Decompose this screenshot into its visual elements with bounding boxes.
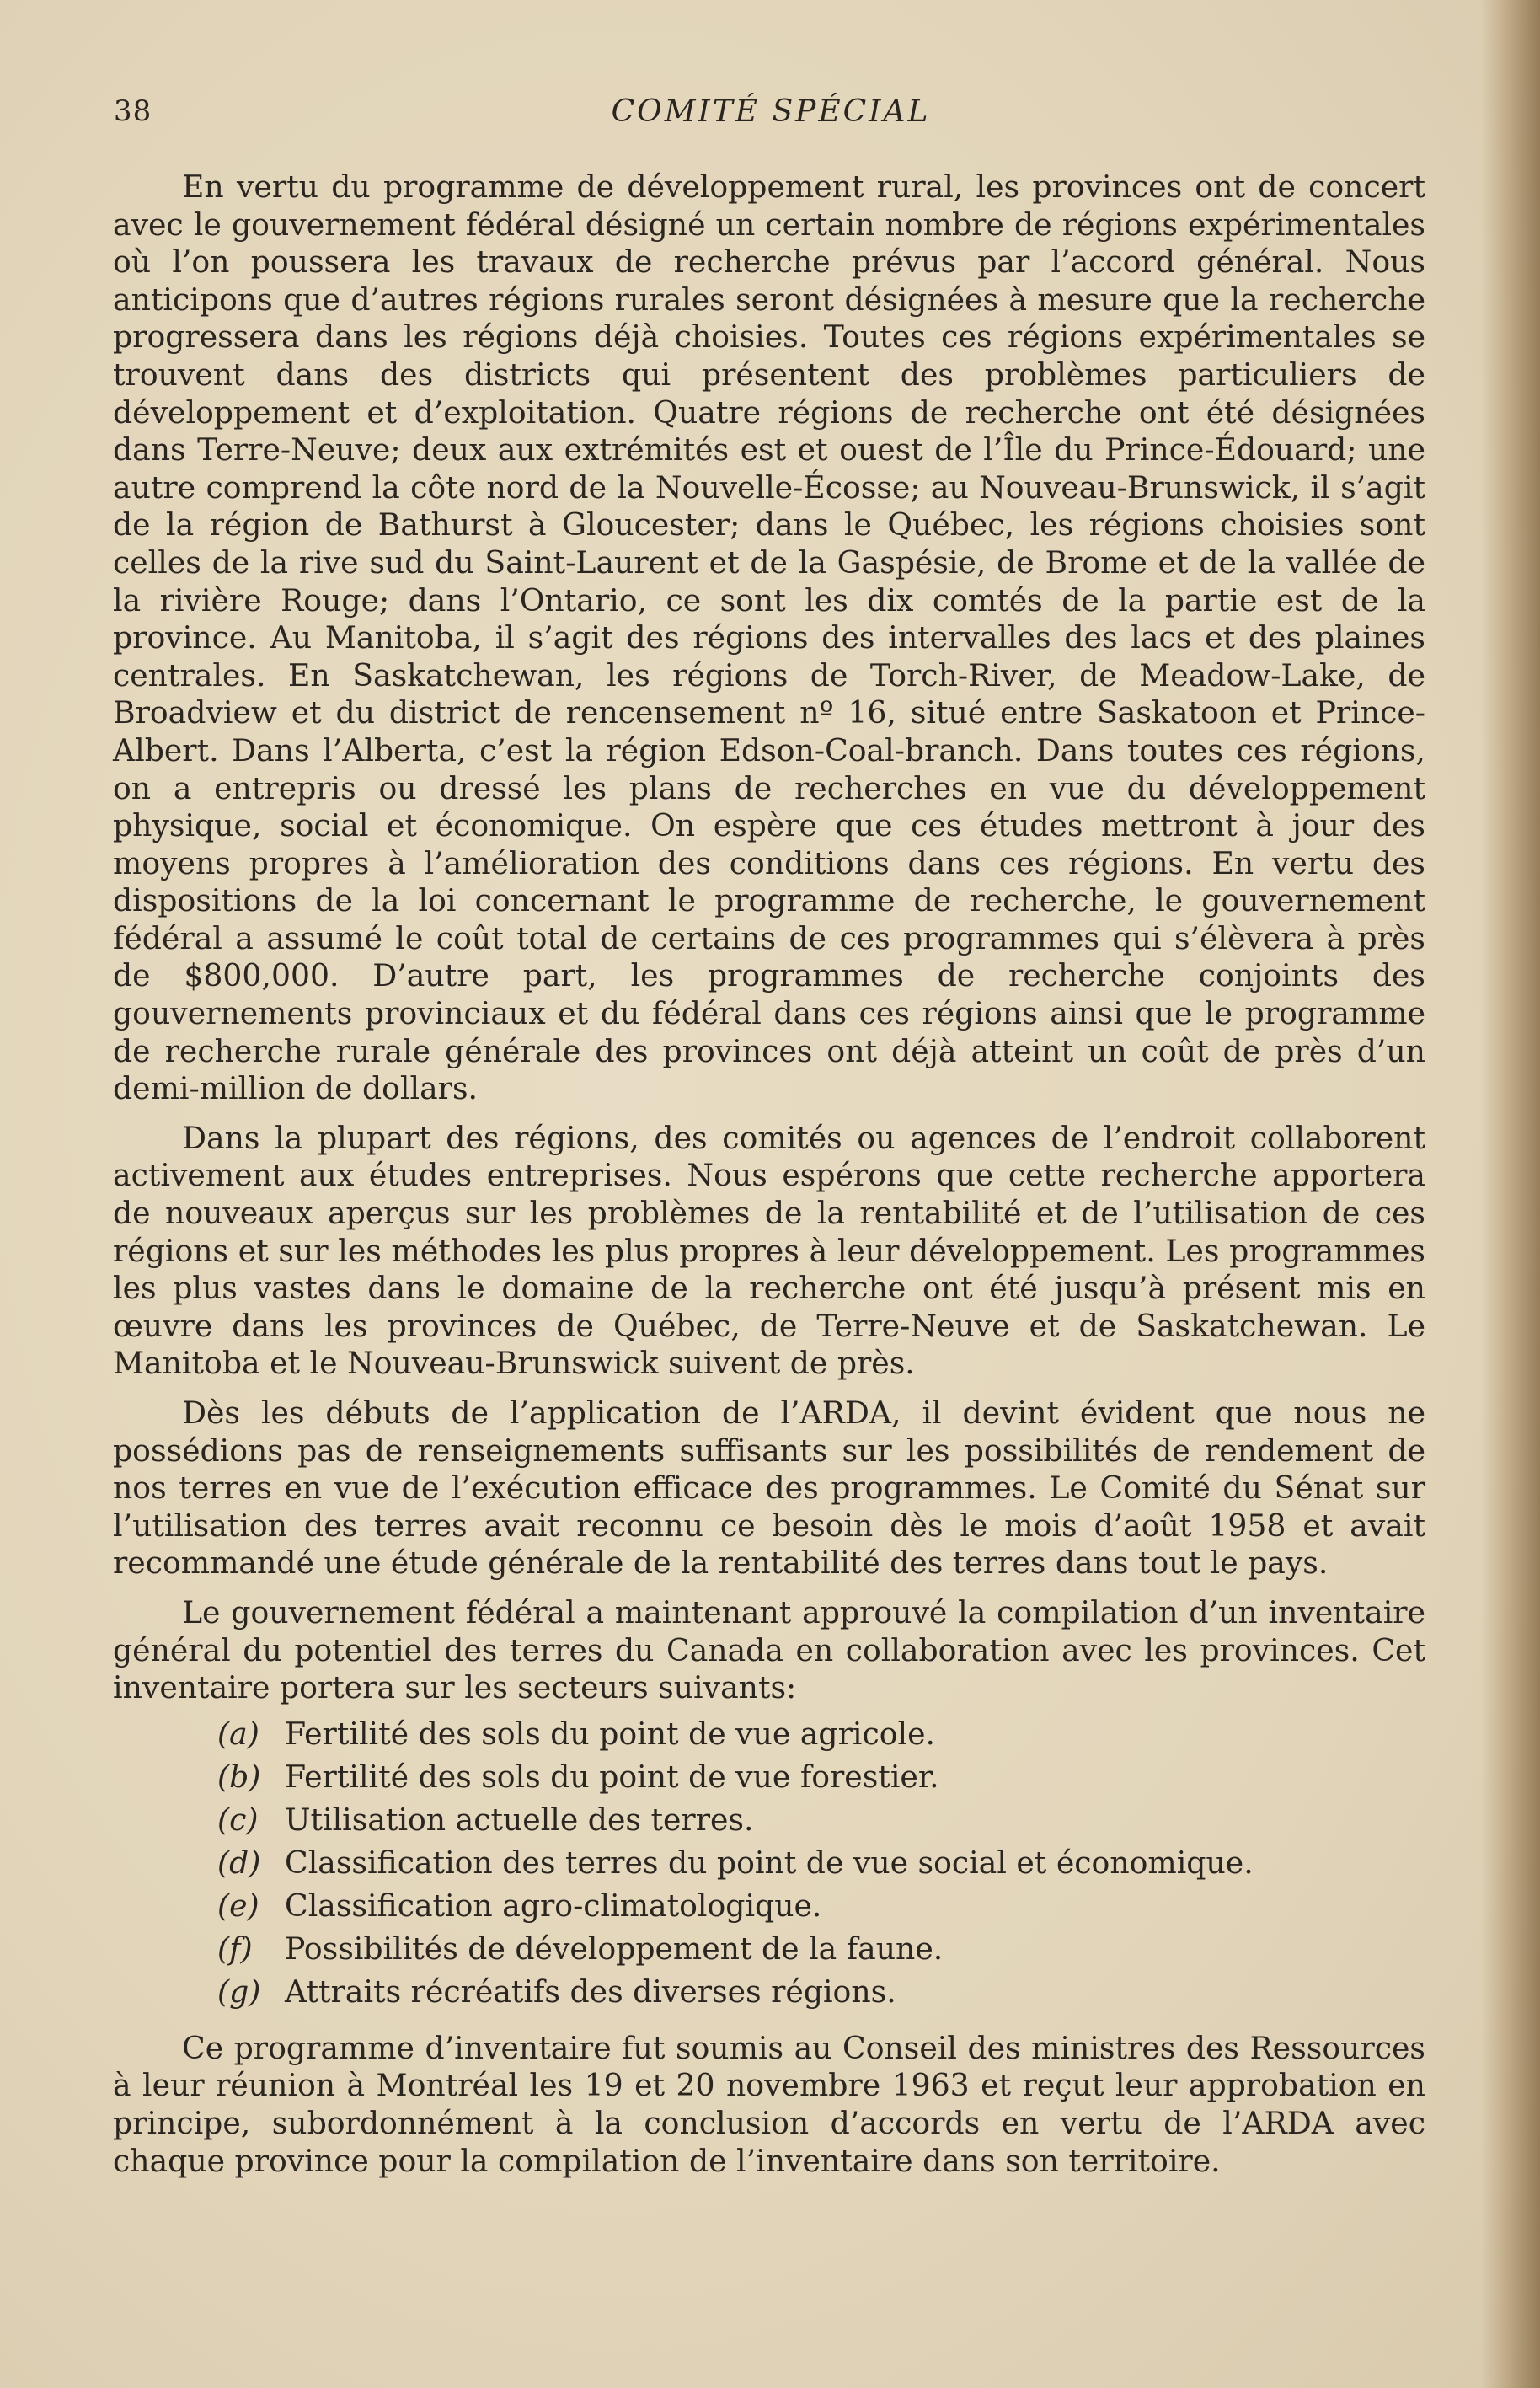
list-marker: (c) <box>217 1801 259 1838</box>
list-marker: (d) <box>217 1844 261 1881</box>
paragraph: Dans la plupart des régions, des comités ou agences de l’endroit collaborent activement aux études entreprises. Nous espérons que cette recherche apportera de nouveaux aperçus sur les problèmes de la rentabilité et de l’utilisation de ces régions et sur les méthodes les plus propres à leur développement. Les programmes les plus vastes dans le domaine de la recherche ont été jusqu’à présent mis en œuvre dans les provinces de Québec, de Terre-Neuve et de Saskatchewan. Le Manitoba et le Nouveau-Brunswick suivent de près. <box>113 1119 1425 1382</box>
closing-paragraph: Ce programme d’inventaire fut soumis au Conseil des ministres des Ressources à leur réunion à Montréal les 19 et 20 novembre 1963 et reçut leur approbation en principe, subordonnément à la conclusion d’accords en vertu de l’ARDA avec chaque province pour la compilation de l’inventaire dans son territoire. <box>113 2029 1425 2179</box>
list-item <box>217 1841 1425 1884</box>
sector-list <box>113 1712 1425 2013</box>
list-marker: (g) <box>217 1973 261 2010</box>
list-item-text: Possibilités de développement de la faune. <box>285 1930 944 1967</box>
list-item <box>217 1712 1425 1755</box>
list-item-text: Fertilité des sols du point de vue agricole. <box>285 1715 935 1752</box>
list-marker: (e) <box>217 1887 259 1924</box>
list-item <box>217 1798 1425 1841</box>
list-item <box>217 1927 1425 1970</box>
page-number: 38 <box>114 94 152 128</box>
running-title: COMITÉ SPÉCIAL <box>611 94 931 129</box>
list-item-text: Classification agro-climatologique. <box>285 1887 822 1924</box>
list-item-text: Classification des terres du point de vue social et économique. <box>285 1844 1254 1881</box>
page-header <box>114 94 1428 137</box>
list-item-text: Fertilité des sols du point de vue forestier. <box>285 1758 939 1795</box>
list-marker: (a) <box>217 1715 259 1752</box>
paragraph: En vertu du programme de développement rural, les provinces ont de concert avec le gouvernement fédéral désigné un certain nombre de régions expérimentales où l’on poussera les travaux de recherche prévus par l’accord général. Nous anticipons que d’autres régions rurales seront désignées à mesure que la recherche progressera dans les régions déjà choisies. Toutes ces régions expérimentales se trouvent dans des districts qui présentent des problèmes particuliers de développement et d’exploitation. Quatre régions de recherche ont été désignées dans Terre-Neuve; deux aux extrémités est et ouest de l’Île du Prince-Édouard; une autre comprend la côte nord de la Nouvelle-Écosse; au Nouveau-Brunswick, il s’agit de la région de Bathurst à Gloucester; dans le Québec, les régions choisies sont celles de la rive sud du Saint-Laurent et de la Gaspésie, de Brome et de la vallée de la rivière Rouge; dans l’Ontario, ce sont les dix comtés de la partie est de la province. Au Manitoba, il s’agit des régions des intervalles des lacs et des plaines centrales. En Saskatchewan, les régions de Torch-River, de Meadow-Lake, de Broadview et du district de rencensement nº 16, situé entre Saskatoon et Prince-Albert. Dans l’Alberta, c’est la région Edson-Coal-branch. Dans toutes ces régions, on a entrepris ou dressé les plans de recherches en vue du développement physique, social et économique. On espère que ces études mettront à jour des moyens propres à l’amélioration des conditions dans ces régions. En vertu des dispositions de la loi concernant le programme de recherche, le gouvernement fédéral a assumé le coût total de certains de ces programmes qui s’élèvera à près de $800,000. D’autre part, les programmes de recherche conjoints des gouvernements provinciaux et du fédéral dans ces régions ainsi que le programme de recherche rurale générale des provinces ont déjà atteint un coût de près d’un demi-million de dollars. <box>113 169 1425 1107</box>
list-marker: (f) <box>217 1930 253 1967</box>
list-item <box>217 1884 1425 1927</box>
list-item <box>217 1755 1425 1798</box>
paragraph: Dès les débuts de l’application de l’ARDA, il devint évident que nous ne possédions pas de renseignements suffisants sur les possibilités de rendement de nos terres en vue de l’exécution efficace des programmes. Le Comité du Sénat sur l’utilisation des terres avait reconnu ce besoin dès le mois d’août 1958 et avait recommandé une étude générale de la rentabilité des terres dans tout le pays. <box>113 1395 1425 1582</box>
list-item-text: Utilisation actuelle des terres. <box>285 1801 754 1838</box>
paragraph: Le gouvernement fédéral a maintenant approuvé la compilation d’un inventaire général du potentiel des terres du Canada en collaboration avec les provinces. Cet inventaire portera sur les secteurs suivants: <box>113 1593 1425 1706</box>
list-item-text: Attraits récréatifs des diverses régions. <box>285 1973 896 2010</box>
page-binding-shadow <box>1481 0 1540 2388</box>
list-item <box>217 1970 1425 2013</box>
list-marker: (b) <box>217 1758 261 1795</box>
body-text <box>113 169 1425 2192</box>
